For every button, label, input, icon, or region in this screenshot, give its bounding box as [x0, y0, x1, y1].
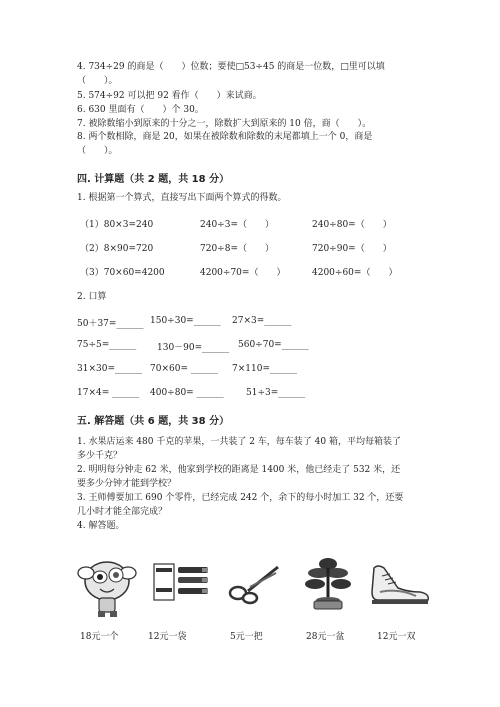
problem-1-line-1: 1. 水果店运来 480 千克的苹果，一共装了 2 车，每车装了 40 箱，平均每箱装了 — [77, 437, 401, 447]
question-5: 5. 574÷92 可以把 92 看作（ ）来试商。 — [77, 91, 262, 101]
oral-item: 400÷80= ______ — [150, 388, 224, 398]
problem-2-line-2: 要多少分钟才能到学校？ — [77, 479, 177, 489]
oral-item: 51÷3=______ — [246, 388, 306, 398]
oral-item: 70×60= ______ — [150, 364, 218, 374]
markers-icon — [152, 562, 210, 602]
given-equation: （3）70×60=4200 — [80, 268, 165, 278]
question-4-line-2: （ ）。 — [77, 76, 118, 86]
answer-blank: 4200÷60=（ ） — [312, 268, 398, 278]
oral-item: 560÷70=______ — [238, 340, 309, 350]
oral-item: 75÷5=______ — [77, 340, 137, 350]
given-equation: （1）80×3=240 — [80, 220, 154, 230]
scissors-icon — [228, 565, 280, 605]
oral-item: 17×4= ______ — [77, 388, 140, 398]
oral-item: 31×30=______ — [77, 364, 142, 374]
question-8-line-2: （ ）。 — [77, 146, 118, 156]
calc-section-heading: 四. 计算题（共 2 题，共 18 分） — [77, 174, 230, 185]
price-label-markers: 12元一袋 — [148, 632, 187, 642]
problem-3-line-1: 3. 王师傅要加工 690 个零件，已经完成 242 个，余下的每小时加工 32 个，还要 — [77, 493, 404, 503]
lamb-toy-icon — [76, 553, 138, 619]
oral-item: 50＋37=______ — [77, 319, 144, 329]
question-8-line-1: 8. 两个数相除，商是 20，如果在被除数和除数的末尾都填上一个 0，商是 — [77, 132, 373, 142]
oral-item: 150÷30=______ — [150, 316, 221, 326]
price-label-bonsai: 28元一盆 — [306, 632, 345, 642]
given-equation: （2）8×90=720 — [80, 244, 154, 254]
answer-blank: 720÷8=（ ） — [200, 244, 274, 254]
oral-item: 7×110=______ — [232, 364, 297, 374]
question-7: 7. 被除数缩小到原来的十分之一，除数扩大到原来的 10 倍，商（ ）。 — [77, 119, 372, 129]
question-6: 6. 630 里面有（ ）个 30。 — [77, 105, 204, 115]
problem-2-line-1: 2. 明明每分钟走 62 米，他家到学校的距离是 1400 米，他已经走了 532 米，还 — [77, 465, 401, 475]
problem-1-line-2: 多少千克？ — [77, 451, 123, 461]
question-4-line-1: 4. 734÷29 的商是（ ）位数；要使□53÷45 的商是一位数，□里可以填 — [77, 62, 385, 72]
problem-3-line-2: 几小时才能全部完成？ — [77, 507, 168, 517]
answer-blank: 4200÷70=（ ） — [200, 268, 286, 278]
sneaker-icon — [368, 558, 432, 606]
answer-section-heading: 五. 解答题（共 6 题，共 38 分） — [77, 416, 230, 427]
calc-q2-title: 2. 口算 — [77, 292, 107, 302]
price-label-lamb: 18元一个 — [80, 632, 119, 642]
oral-item: 27×3=______ — [232, 316, 292, 326]
answer-blank: 240÷80=（ ） — [312, 220, 392, 230]
problem-4: 4. 解答题。 — [77, 521, 125, 531]
answer-blank: 240÷3=（ ） — [200, 220, 274, 230]
bonsai-icon — [305, 556, 351, 612]
calc-q1-title: 1. 根据第一个算式，直接写出下面两个算式的得数。 — [77, 193, 287, 203]
answer-blank: 720÷90=（ ） — [312, 244, 392, 254]
price-label-scissors: 5元一把 — [230, 632, 263, 642]
oral-item: 130－90=______ — [157, 343, 230, 353]
price-label-sneaker: 12元一双 — [377, 632, 416, 642]
